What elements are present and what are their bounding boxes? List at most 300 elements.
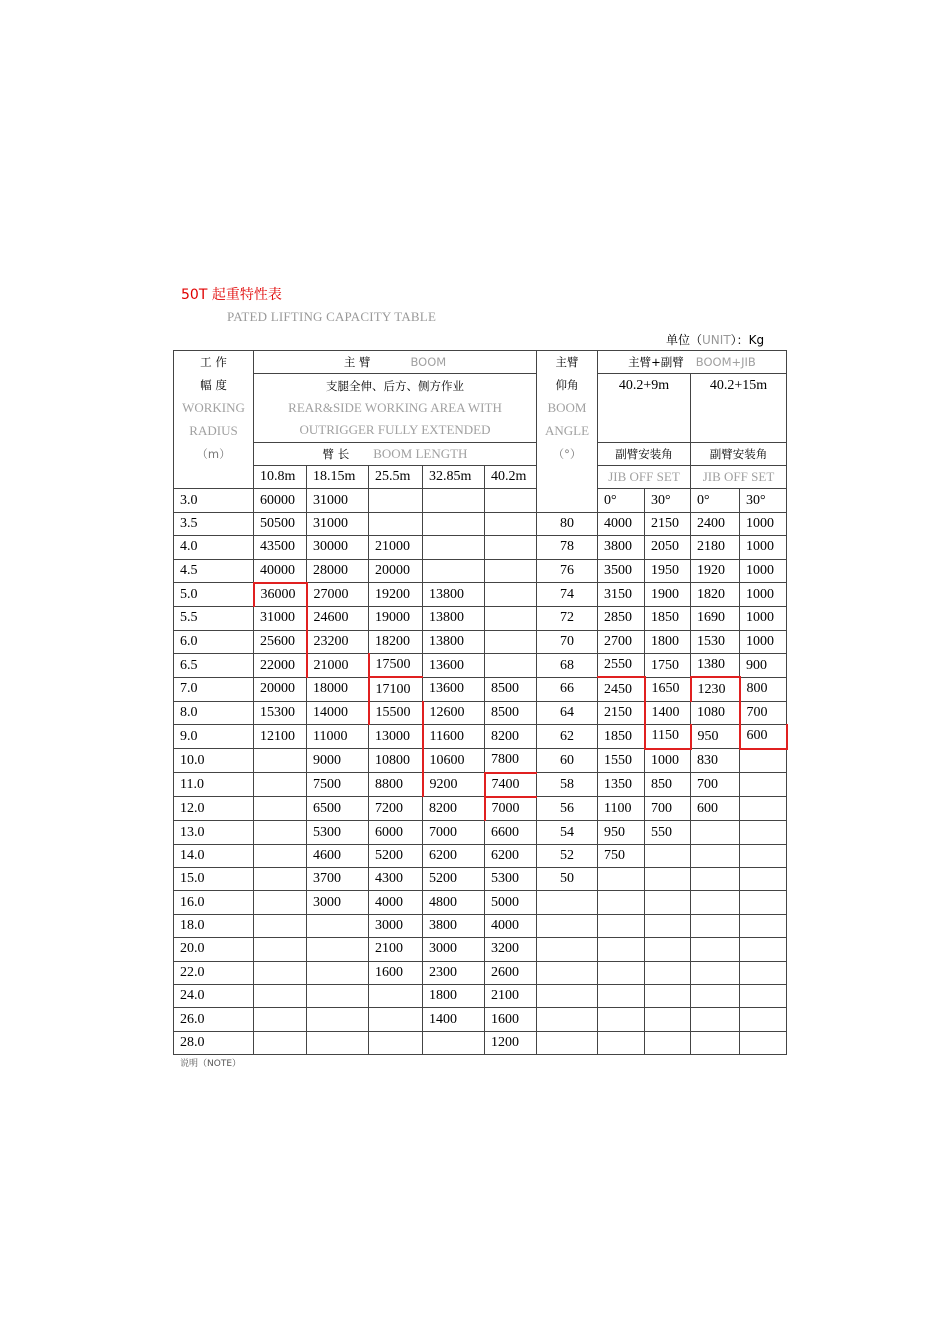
cell-jib15-0: 1230 <box>691 677 740 701</box>
cell-boom-40.2: 8200 <box>485 725 537 749</box>
angle-header-cn2: 仰角 <box>537 374 598 397</box>
table-row <box>174 961 787 984</box>
jib-config-9m-blank <box>598 397 691 419</box>
cell-boom-10.8 <box>254 1031 307 1054</box>
cell-jib9-30 <box>645 844 691 867</box>
cell-boom-angle: 74 <box>537 583 598 607</box>
cell-jib15-0 <box>691 1031 740 1054</box>
cell-jib9-0: 3150 <box>598 583 645 607</box>
cell-jib15-30 <box>740 891 787 914</box>
cell-boom-25.5: 17500 <box>369 654 423 678</box>
table-row <box>174 607 787 630</box>
radius-header-en1: WORKING <box>174 397 254 419</box>
cell-boom-10.8: 60000 <box>254 489 307 512</box>
cell-radius: 18.0 <box>174 914 254 937</box>
cell-boom-18.15: 31000 <box>307 512 369 535</box>
offset-header-cn-9m: 副臂安装角 <box>598 442 691 465</box>
cell-boom-40.2: 5000 <box>485 891 537 914</box>
outrigger-header-en2: OUTRIGGER FULLY EXTENDED <box>254 419 537 442</box>
cell-boom-25.5 <box>369 489 423 512</box>
cell-boom-32.85: 6200 <box>423 844 485 867</box>
cell-jib15-30: 900 <box>740 654 787 678</box>
cell-boom-25.5: 20000 <box>369 559 423 583</box>
cell-boom-10.8: 12100 <box>254 725 307 749</box>
cell-jib9-0: 3800 <box>598 536 645 559</box>
cell-jib9-30 <box>645 1031 691 1054</box>
cell-boom-18.15: 11000 <box>307 725 369 749</box>
cell-boom-25.5: 19000 <box>369 607 423 630</box>
angle-header-blank <box>537 465 598 488</box>
cell-radius: 15.0 <box>174 868 254 891</box>
cell-boom-angle: 80 <box>537 512 598 535</box>
cell-boom-40.2: 5300 <box>485 868 537 891</box>
cell-boom-40.2: 6600 <box>485 821 537 844</box>
cell-boom-32.85 <box>423 1031 485 1054</box>
cell-jib9-0: 1550 <box>598 749 645 773</box>
cell-jib9-0: 4000 <box>598 512 645 535</box>
cell-jib9-0: 2150 <box>598 701 645 724</box>
cell-boom-25.5 <box>369 985 423 1008</box>
cell-jib9-30 <box>645 868 691 891</box>
cell-boom-angle: 60 <box>537 749 598 773</box>
cell-boom-32.85: 1400 <box>423 1008 485 1031</box>
cell-jib15-0: 0° <box>691 489 740 512</box>
table-row <box>174 914 787 937</box>
cell-boom-18.15 <box>307 985 369 1008</box>
cell-boom-10.8 <box>254 773 307 797</box>
cell-jib15-30: 700 <box>740 701 787 724</box>
cell-boom-10.8 <box>254 891 307 914</box>
cell-radius: 3.0 <box>174 489 254 512</box>
cell-jib9-30: 2050 <box>645 536 691 559</box>
cell-jib15-0 <box>691 868 740 891</box>
cell-boom-25.5 <box>369 512 423 535</box>
cell-jib15-0: 830 <box>691 749 740 773</box>
cell-jib15-30: 1000 <box>740 536 787 559</box>
cell-boom-18.15: 6500 <box>307 797 369 821</box>
cell-radius: 14.0 <box>174 844 254 867</box>
cell-boom-angle <box>537 985 598 1008</box>
cell-boom-40.2: 8500 <box>485 701 537 724</box>
cell-boom-40.2: 3200 <box>485 938 537 961</box>
cell-boom-40.2: 7800 <box>485 749 537 773</box>
cell-boom-40.2: 7000 <box>485 797 537 821</box>
boom-header-en: BOOM <box>410 355 447 370</box>
cell-jib9-30: 2150 <box>645 512 691 535</box>
cell-boom-18.15: 5300 <box>307 821 369 844</box>
cell-jib15-30 <box>740 985 787 1008</box>
jib-config-15m: 40.2+15m <box>691 374 787 397</box>
cell-radius: 5.5 <box>174 607 254 630</box>
cell-jib15-0 <box>691 821 740 844</box>
cell-boom-32.85: 8200 <box>423 797 485 821</box>
outrigger-header-en1: REAR&SIDE WORKING AREA WITH <box>254 397 537 419</box>
cell-boom-25.5: 4300 <box>369 868 423 891</box>
cell-jib15-30 <box>740 868 787 891</box>
cell-boom-angle: 70 <box>537 630 598 653</box>
cell-jib15-30 <box>740 749 787 773</box>
cell-boom-40.2 <box>485 512 537 535</box>
cell-boom-angle: 64 <box>537 701 598 724</box>
cell-jib15-0: 1380 <box>691 654 740 678</box>
cell-boom-10.8: 43500 <box>254 536 307 559</box>
cell-jib15-0 <box>691 961 740 984</box>
boom-length-4: 32.85m <box>423 465 485 488</box>
cell-boom-25.5: 15500 <box>369 701 423 724</box>
cell-boom-40.2: 1600 <box>485 1008 537 1031</box>
cell-jib9-30: 1800 <box>645 630 691 653</box>
offset-header-cn-15m: 副臂安装角 <box>691 442 787 465</box>
cell-boom-angle: 68 <box>537 654 598 678</box>
cell-jib15-0: 600 <box>691 797 740 821</box>
cell-boom-25.5: 10800 <box>369 749 423 773</box>
cell-jib9-0 <box>598 985 645 1008</box>
cell-jib15-30 <box>740 821 787 844</box>
jib-header-cn: 主臂+副臂 <box>628 355 684 370</box>
cell-jib15-30: 1000 <box>740 583 787 607</box>
cell-boom-18.15: 27000 <box>307 583 369 607</box>
cell-boom-angle <box>537 914 598 937</box>
cell-boom-25.5: 3000 <box>369 914 423 937</box>
cell-jib9-30: 1750 <box>645 654 691 678</box>
cell-jib9-30 <box>645 914 691 937</box>
cell-jib15-0: 2180 <box>691 536 740 559</box>
cell-boom-10.8 <box>254 1008 307 1031</box>
table-row <box>174 1031 787 1054</box>
cell-radius: 5.0 <box>174 583 254 607</box>
cell-boom-25.5 <box>369 1008 423 1031</box>
cell-boom-25.5: 6000 <box>369 821 423 844</box>
cell-boom-25.5: 18200 <box>369 630 423 653</box>
cell-boom-40.2 <box>485 607 537 630</box>
cell-boom-18.15 <box>307 938 369 961</box>
table-row <box>174 654 787 678</box>
cell-boom-40.2 <box>485 536 537 559</box>
cell-boom-32.85: 13800 <box>423 607 485 630</box>
cell-boom-10.8: 40000 <box>254 559 307 583</box>
cell-jib9-30: 550 <box>645 821 691 844</box>
cell-boom-10.8 <box>254 821 307 844</box>
cell-boom-10.8 <box>254 985 307 1008</box>
cell-radius: 7.0 <box>174 677 254 701</box>
radius-header-en2: RADIUS <box>174 419 254 442</box>
cell-jib15-0 <box>691 985 740 1008</box>
radius-header-blank <box>174 465 254 488</box>
table-row <box>174 583 787 607</box>
cell-jib15-30 <box>740 1008 787 1031</box>
table-row <box>174 559 787 583</box>
cell-boom-angle: 78 <box>537 536 598 559</box>
cell-boom-32.85: 4800 <box>423 891 485 914</box>
cell-boom-angle <box>537 961 598 984</box>
cell-boom-18.15: 14000 <box>307 701 369 724</box>
cell-jib9-0: 3500 <box>598 559 645 583</box>
cell-boom-18.15: 7500 <box>307 773 369 797</box>
cell-jib9-0 <box>598 891 645 914</box>
cell-boom-32.85 <box>423 536 485 559</box>
cell-jib9-0 <box>598 914 645 937</box>
table-row <box>174 844 787 867</box>
jib-config-9m: 40.2+9m <box>598 374 691 397</box>
cell-boom-32.85: 13800 <box>423 630 485 653</box>
cell-boom-10.8 <box>254 914 307 937</box>
cell-boom-40.2: 8500 <box>485 677 537 701</box>
cell-boom-25.5: 7200 <box>369 797 423 821</box>
table-row <box>174 985 787 1008</box>
cell-jib9-30: 1400 <box>645 701 691 724</box>
cell-boom-angle <box>537 938 598 961</box>
table-row <box>174 891 787 914</box>
cell-jib9-30 <box>645 1008 691 1031</box>
cell-boom-32.85: 9200 <box>423 773 485 797</box>
cell-radius: 6.0 <box>174 630 254 653</box>
cell-jib9-30: 1650 <box>645 677 691 701</box>
cell-boom-10.8 <box>254 961 307 984</box>
cell-radius: 4.5 <box>174 559 254 583</box>
table-row <box>174 749 787 773</box>
cell-boom-40.2: 2600 <box>485 961 537 984</box>
cell-jib15-0: 1530 <box>691 630 740 653</box>
cell-jib9-0: 1100 <box>598 797 645 821</box>
cell-boom-18.15: 28000 <box>307 559 369 583</box>
boom-length-header <box>254 442 537 465</box>
cell-boom-18.15 <box>307 1008 369 1031</box>
cell-boom-10.8: 50500 <box>254 512 307 535</box>
cell-jib9-0: 0° <box>598 489 645 512</box>
table-row <box>174 536 787 559</box>
table-row <box>174 821 787 844</box>
cell-boom-32.85: 10600 <box>423 749 485 773</box>
cell-boom-40.2: 2100 <box>485 985 537 1008</box>
cell-jib9-0 <box>598 1031 645 1054</box>
cell-jib9-30: 1900 <box>645 583 691 607</box>
cell-boom-18.15: 18000 <box>307 677 369 701</box>
cell-jib15-0 <box>691 844 740 867</box>
cell-boom-angle: 76 <box>537 559 598 583</box>
cell-jib9-0: 750 <box>598 844 645 867</box>
cell-boom-angle: 66 <box>537 677 598 701</box>
cell-boom-32.85 <box>423 489 485 512</box>
unit-word: UNIT <box>702 333 731 347</box>
cell-boom-10.8 <box>254 797 307 821</box>
cell-boom-40.2: 6200 <box>485 844 537 867</box>
note-label: 说明（NOTE） <box>180 1059 242 1069</box>
cell-jib15-0: 950 <box>691 725 740 749</box>
cell-jib9-0 <box>598 868 645 891</box>
cell-boom-10.8: 31000 <box>254 607 307 630</box>
cell-boom-10.8: 22000 <box>254 654 307 678</box>
cell-boom-25.5 <box>369 1031 423 1054</box>
table-row <box>174 773 787 797</box>
cell-jib9-0: 2550 <box>598 654 645 678</box>
cell-jib15-30: 1000 <box>740 559 787 583</box>
cell-boom-40.2: 4000 <box>485 914 537 937</box>
cell-boom-25.5: 19200 <box>369 583 423 607</box>
radius-header-unit: （m） <box>174 442 254 465</box>
cell-boom-18.15 <box>307 1031 369 1054</box>
boom-length-1: 10.8m <box>254 465 307 488</box>
cell-radius: 11.0 <box>174 773 254 797</box>
cell-jib9-0 <box>598 938 645 961</box>
cell-boom-40.2 <box>485 583 537 607</box>
cell-boom-32.85: 13800 <box>423 583 485 607</box>
cell-jib9-0: 2450 <box>598 677 645 701</box>
cell-boom-angle: 54 <box>537 821 598 844</box>
cell-boom-angle: 58 <box>537 773 598 797</box>
angle-header-en2: ANGLE <box>537 419 598 442</box>
cell-boom-18.15: 30000 <box>307 536 369 559</box>
cell-boom-18.15: 3700 <box>307 868 369 891</box>
cell-boom-angle: 52 <box>537 844 598 867</box>
cell-boom-10.8: 36000 <box>254 583 307 607</box>
cell-jib15-0: 1820 <box>691 583 740 607</box>
cell-boom-25.5: 2100 <box>369 938 423 961</box>
angle-header-unit: （°） <box>537 442 598 465</box>
cell-boom-25.5: 8800 <box>369 773 423 797</box>
cell-boom-10.8 <box>254 868 307 891</box>
cell-jib9-0: 950 <box>598 821 645 844</box>
cell-boom-32.85 <box>423 512 485 535</box>
cell-jib15-0: 700 <box>691 773 740 797</box>
cell-jib15-30: 1000 <box>740 607 787 630</box>
cell-boom-40.2 <box>485 489 537 512</box>
cell-jib15-0 <box>691 914 740 937</box>
cell-boom-25.5: 13000 <box>369 725 423 749</box>
cell-boom-32.85: 3000 <box>423 938 485 961</box>
cell-jib9-30: 30° <box>645 489 691 512</box>
cell-boom-32.85: 2300 <box>423 961 485 984</box>
cell-boom-10.8 <box>254 844 307 867</box>
cell-radius: 20.0 <box>174 938 254 961</box>
boom-length-en: BOOM LENGTH <box>373 445 468 461</box>
boom-length-2: 18.15m <box>307 465 369 488</box>
cell-jib15-0: 1690 <box>691 607 740 630</box>
cell-jib9-30: 700 <box>645 797 691 821</box>
radius-header-cn1: 工 作 <box>174 351 254 374</box>
cell-jib9-30 <box>645 891 691 914</box>
table-title-en: PATED LIFTING CAPACITY TABLE <box>227 309 437 324</box>
cell-boom-18.15 <box>307 914 369 937</box>
cell-boom-25.5: 4000 <box>369 891 423 914</box>
boom-length-cn: 臂 长 <box>322 446 350 461</box>
cell-boom-40.2 <box>485 630 537 653</box>
angle-header-cn1: 主臂 <box>537 351 598 374</box>
cell-jib9-30: 1950 <box>645 559 691 583</box>
boom-header-cn: 主 臂 <box>343 355 371 370</box>
cell-jib9-30 <box>645 938 691 961</box>
cell-jib9-0: 1850 <box>598 725 645 749</box>
table-row <box>174 725 787 749</box>
cell-boom-32.85: 1800 <box>423 985 485 1008</box>
cell-jib15-30: 800 <box>740 677 787 701</box>
table-row <box>174 797 787 821</box>
cell-radius: 12.0 <box>174 797 254 821</box>
jib-config-15m-blank <box>691 397 787 419</box>
cell-radius: 26.0 <box>174 1008 254 1031</box>
cell-radius: 9.0 <box>174 725 254 749</box>
cell-jib9-30 <box>645 985 691 1008</box>
cell-jib15-30 <box>740 773 787 797</box>
unit-prefix: 单位（ <box>666 333 703 347</box>
cell-radius: 22.0 <box>174 961 254 984</box>
cell-boom-40.2: 7400 <box>485 773 537 797</box>
cell-radius: 6.5 <box>174 654 254 678</box>
lifting-capacity-table <box>173 350 788 1055</box>
cell-boom-32.85: 12600 <box>423 701 485 724</box>
cell-jib15-30: 1000 <box>740 512 787 535</box>
cell-jib15-0: 2400 <box>691 512 740 535</box>
outrigger-header-cn: 支腿全伸、后方、侧方作业 <box>254 374 537 397</box>
cell-boom-angle: 56 <box>537 797 598 821</box>
cell-boom-18.15 <box>307 961 369 984</box>
cell-boom-18.15: 21000 <box>307 654 369 678</box>
cell-boom-18.15: 24600 <box>307 607 369 630</box>
cell-radius: 4.0 <box>174 536 254 559</box>
cell-boom-10.8: 20000 <box>254 677 307 701</box>
cell-boom-32.85: 13600 <box>423 677 485 701</box>
angle-header-en1: BOOM <box>537 397 598 419</box>
cell-jib15-30 <box>740 914 787 937</box>
cell-jib15-30 <box>740 1031 787 1054</box>
cell-boom-18.15: 9000 <box>307 749 369 773</box>
cell-jib15-30: 30° <box>740 489 787 512</box>
cell-boom-25.5: 1600 <box>369 961 423 984</box>
cell-jib15-30 <box>740 797 787 821</box>
cell-boom-angle <box>537 1031 598 1054</box>
table-row <box>174 677 787 701</box>
cell-boom-10.8 <box>254 749 307 773</box>
cell-jib15-0: 1080 <box>691 701 740 724</box>
cell-jib9-0: 2700 <box>598 630 645 653</box>
cell-jib15-0 <box>691 1008 740 1031</box>
cell-boom-angle: 72 <box>537 607 598 630</box>
cell-boom-18.15: 23200 <box>307 630 369 653</box>
cell-jib15-30 <box>740 938 787 961</box>
radius-header-cn2: 幅 度 <box>174 374 254 397</box>
table-row <box>174 938 787 961</box>
cell-jib9-0 <box>598 961 645 984</box>
cell-radius: 10.0 <box>174 749 254 773</box>
jib-config-9m-blank2 <box>598 419 691 442</box>
cell-radius: 28.0 <box>174 1031 254 1054</box>
cell-radius: 13.0 <box>174 821 254 844</box>
cell-jib15-0 <box>691 938 740 961</box>
cell-boom-25.5: 21000 <box>369 536 423 559</box>
table-row <box>174 1008 787 1031</box>
cell-boom-32.85: 5200 <box>423 868 485 891</box>
cell-boom-10.8: 25600 <box>254 630 307 653</box>
cell-jib15-0: 1920 <box>691 559 740 583</box>
cell-jib15-30 <box>740 844 787 867</box>
jib-header <box>598 351 787 374</box>
cell-boom-angle: 62 <box>537 725 598 749</box>
cell-boom-18.15: 4600 <box>307 844 369 867</box>
cell-jib9-0: 1350 <box>598 773 645 797</box>
offset-header-en-15m: JIB OFF SET <box>691 465 787 488</box>
cell-jib9-30: 1000 <box>645 749 691 773</box>
cell-boom-angle <box>537 891 598 914</box>
cell-jib15-30: 1000 <box>740 630 787 653</box>
cell-boom-10.8: 15300 <box>254 701 307 724</box>
cell-boom-18.15: 3000 <box>307 891 369 914</box>
table-row <box>174 512 787 535</box>
table-row <box>174 489 787 512</box>
cell-boom-18.15: 31000 <box>307 489 369 512</box>
boom-length-5: 40.2m <box>485 465 537 488</box>
cell-boom-32.85 <box>423 559 485 583</box>
cell-radius: 24.0 <box>174 985 254 1008</box>
cell-jib9-0: 2850 <box>598 607 645 630</box>
